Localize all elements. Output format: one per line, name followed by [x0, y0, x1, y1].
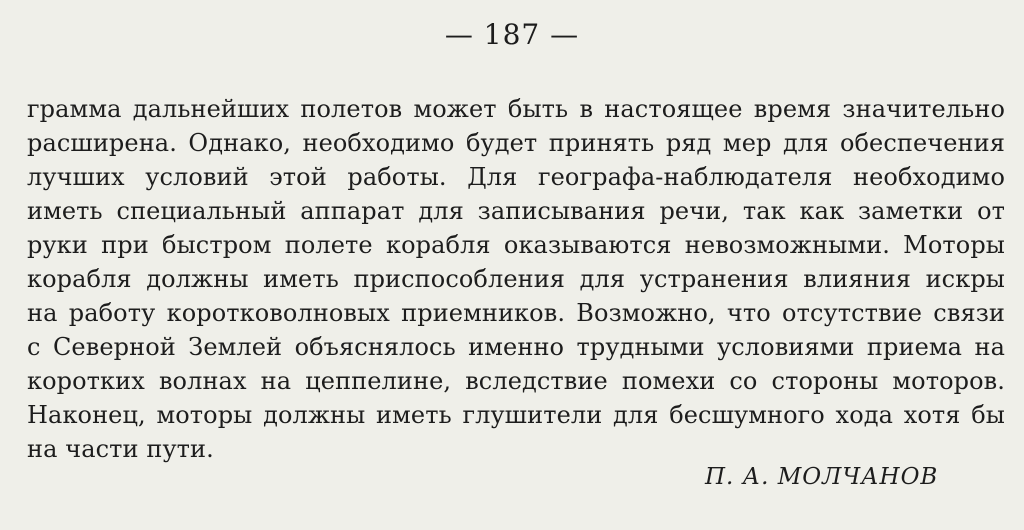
text-line: руки при быстром полете корабля оказываются невозможными. Моторы: [27, 231, 1005, 259]
text-line: Наконец, моторы должны иметь глушители для бесшумного хода хотя бы: [27, 401, 1005, 429]
text-line: корабля должны иметь приспособления для устранения влияния искры: [27, 265, 1005, 293]
author-signature: П. А. МОЛЧАНОВ: [705, 464, 939, 490]
page-number-header: — 187 —: [444, 18, 580, 51]
text-line: иметь специальный аппарат для записывания речи, так как заметки от: [27, 197, 1005, 225]
body-text: [27, 92, 1005, 466]
text-line: коротких волнах на цеппелине, вследствие помехи со стороны моторов.: [27, 367, 1005, 395]
text-line-last: на части пути.: [27, 435, 214, 463]
text-line: расширена. Однако, необходимо будет принять ряд мер для обеспечения: [27, 129, 1005, 157]
text-line: лучших условий этой работы. Для географа-наблюдателя необходимо: [27, 163, 1005, 191]
text-line: на работу коротковолновых приемников. Возможно, что отсутствие связи: [27, 299, 1005, 327]
text-line: с Северной Землей объяснялось именно трудными условиями приема на: [27, 333, 1005, 361]
text-line: грамма дальнейших полетов может быть в настоящее время значительно: [27, 95, 1005, 123]
